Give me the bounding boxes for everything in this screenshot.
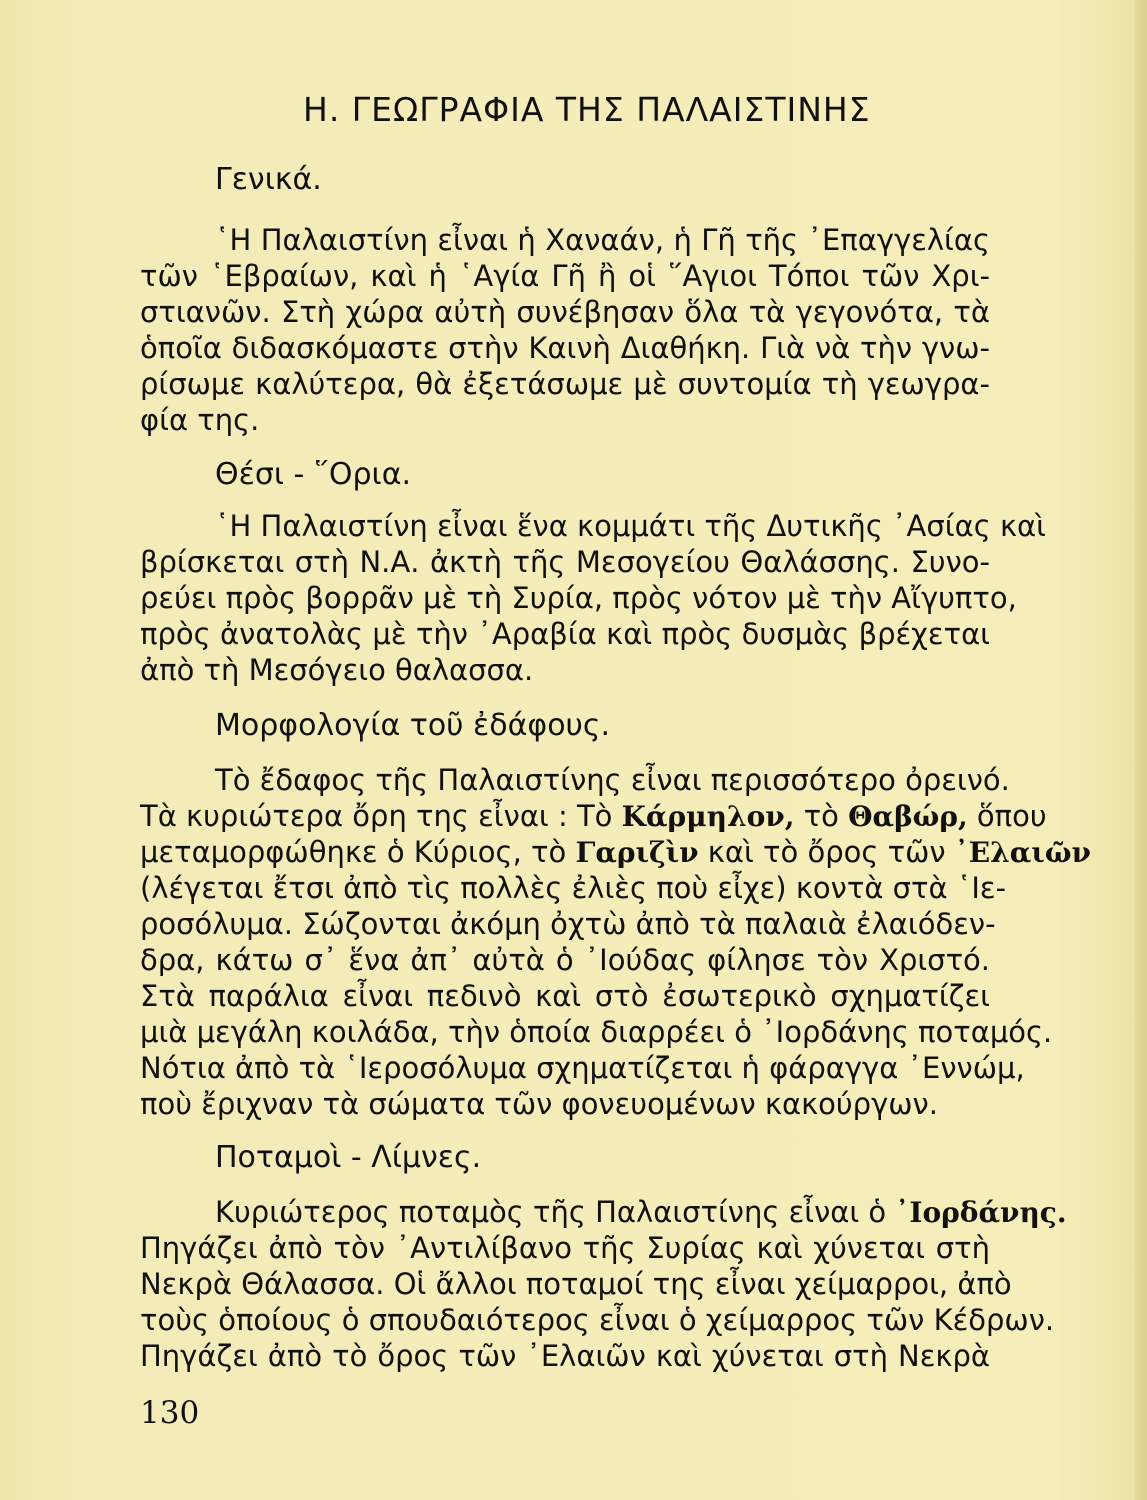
text-line: τοὺς ὁποίους ὁ σπουδαιότερος εἶναι ὁ χείμαρρος τῶν Κέδρων. <box>140 1303 1055 1337</box>
text-line: στιανῶν. Στὴ χώρα αὐτὴ συνέβησαν ὅλα τὰ γεγονότα, τὰ <box>140 295 990 329</box>
text-line: ποὺ ἔριχναν τὰ σώματα τῶν φονευομένων κακούργων. <box>140 1087 938 1121</box>
bold-term-jordan: ᾿Ιορδάνης. <box>895 1196 1067 1229</box>
text-line: πρὸς ἀνατολὰς μὲ τὴν ᾿Αραβία καὶ πρὸς δυσμὰς βρέχεται <box>140 617 990 651</box>
text-line: φία της. <box>140 403 260 437</box>
text-line-with-bold <box>140 798 1047 834</box>
text-line: ροσόλυμα. Σώζονται ἀκόμη ὀχτὼ ἀπὸ τὰ παλαιὰ ἐλαιόδεν- <box>140 907 996 941</box>
section-heading-general: Γενικά. <box>215 162 322 197</box>
text-run: τὸ <box>794 799 849 833</box>
text-line: ὁποῖα διδασκόμαστε στὴν Καινὴ Διαθήκη. Γιὰ νὰ τὴν γνω- <box>140 331 990 365</box>
page-edge <box>1135 0 1147 1500</box>
page-number: 130 <box>140 1395 200 1431</box>
text-line: ῾Η Παλαιστίνη εἶναι ἕνα κομμάτι τῆς Δυτικῆς ᾿Ασίας καὶ <box>215 509 1046 543</box>
section-heading-rivers: Ποταμοὶ - Λίμνες. <box>215 1140 482 1175</box>
chapter-title: Η. ΓΕΩΓΡΑΦΙΑ ΤΗΣ ΠΑΛΑΙΣΤΙΝΗΣ <box>303 90 871 129</box>
text-run: Τὰ κυριώτερα ὄρη της εἶναι : Τὸ <box>140 799 622 833</box>
text-line: μιὰ μεγάλη κοιλάδα, τὴν ὁποία διαρρέει ὁ ᾿Ιορδάνης ποταμός. <box>140 1015 1053 1049</box>
bold-term-carmel: Κάρμηλον, <box>621 800 795 833</box>
bold-term-olives: ᾿Ελαιῶν <box>954 836 1091 869</box>
text-line: τῶν ῾Εβραίων, καὶ ἡ ῾Αγία Γῆ ἢ οἱ ῞Αγιοι Τόποι τῶν Χρι- <box>140 259 990 293</box>
text-line: Νεκρὰ Θάλασσα. Οἱ ἄλλοι ποταμοί της εἶναι χείμαρροι, ἀπὸ <box>140 1267 1012 1301</box>
text-run: μεταμορφώθηκε ὁ Κύριος, τὸ <box>140 835 576 869</box>
section-heading-position: Θέσι - ῞Ορια. <box>215 457 412 492</box>
text-line: ρεύει πρὸς βορρᾶν μὲ τὴ Συρία, πρὸς νότον μὲ τὴν Αἴγυπτο, <box>140 581 1017 615</box>
text-line: ἀπὸ τὴ Μεσόγειο θαλασσα. <box>140 653 534 687</box>
text-run: ὅπου <box>967 799 1047 833</box>
text-line: Πηγάζει ἀπὸ τὸ ὄρος τῶν ᾿Ελαιῶν καὶ χύνεται στὴ Νεκρὰ <box>140 1339 990 1373</box>
text-line: ρίσωμε καλύτερα, θὰ ἐξετάσωμε μὲ συντομία τὴ γεωγρα- <box>140 367 990 401</box>
text-line: ῾Η Παλαιστίνη εἶναι ἡ Χαναάν, ἡ Γῆ τῆς ᾿Επαγγελίας <box>215 223 990 257</box>
text-line-with-bold <box>140 834 1091 870</box>
section-heading-morphology: Μορφολογία τοῦ ἐδάφους. <box>215 708 611 743</box>
text-line: Στὰ παράλια εἶναι πεδινὸ καὶ στὸ ἐσωτερικὸ σχηματίζει <box>140 979 990 1013</box>
text-line-with-bold <box>215 1194 1067 1230</box>
bold-term-tabor: Θαβώρ, <box>848 800 968 833</box>
text-line: (λέγεται ἔτσι ἀπὸ τὶς πολλὲς ἐλιὲς ποὺ εἶχε) κοντὰ στὰ ῾Ιε- <box>140 871 1007 905</box>
text-line: δρα, κάτω σ᾿ ἕνα ἀπ᾿ αὐτὰ ὁ ᾿Ιούδας φίλησε τὸν Χριστό. <box>140 943 990 977</box>
text-run: καὶ τὸ ὄρος τῶν <box>698 835 955 869</box>
text-line: βρίσκεται στὴ Ν.Α. ἀκτὴ τῆς Μεσογείου Θαλάσσης. Συνο- <box>140 545 990 579</box>
bold-term-gerizim: Γαριζὶν <box>575 836 699 869</box>
text-line: Νότια ἀπὸ τὰ ῾Ιεροσόλυμα σχηματίζεται ἡ φάραγγα ᾿Εννώμ, <box>140 1051 1025 1085</box>
text-run: Κυριώτερος ποταμὸς τῆς Παλαιστίνης εἶναι ὁ <box>215 1195 896 1229</box>
text-line: Τὸ ἔδαφος τῆς Παλαιστίνης εἶναι περισσότερο ὀρεινό. <box>215 763 1010 797</box>
text-line: Πηγάζει ἀπὸ τὸν ᾿Αντιλίβανο τῆς Συρίας καὶ χύνεται στὴ <box>140 1231 990 1265</box>
